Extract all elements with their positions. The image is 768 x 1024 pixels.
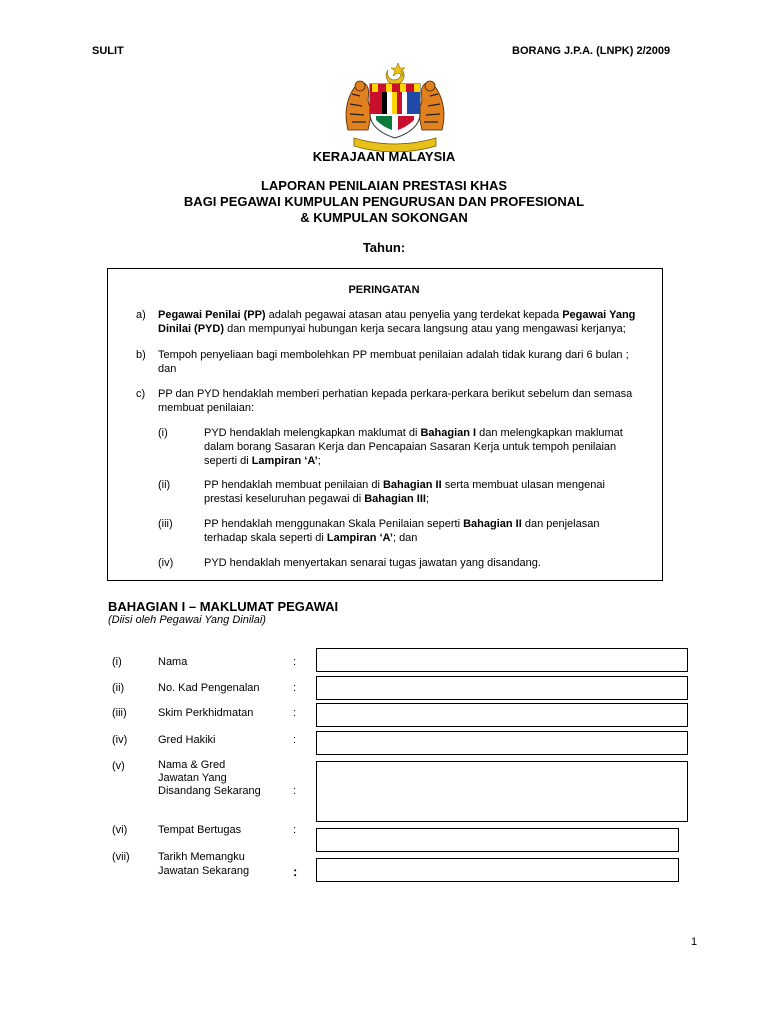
item-c-line2: membuat penilaian: (158, 402, 255, 414)
ic-number-field[interactable] (316, 676, 688, 700)
item-b-line2: dan (158, 363, 177, 375)
header-form-code: BORANG J.P.A. (LNPK) 2/2009 (512, 45, 671, 57)
subitem-i-line1: PYD hendaklah melengkapkan maklumat di Bahagian I dan melengkapkan maklumat (204, 427, 623, 439)
row-v-label-line1: Nama & Gred (158, 759, 226, 771)
coat-of-arms-emblem (340, 60, 450, 152)
row-v-number: (v) (112, 760, 125, 772)
row-i-number: (i) (112, 656, 122, 668)
current-post-field[interactable] (316, 761, 688, 822)
workplace-field[interactable] (316, 828, 679, 852)
acting-date-field[interactable] (316, 858, 679, 882)
subitem-iii-line2: terhadap skala seperti di Lampiran ‘A’; dan (204, 532, 418, 544)
page-number: 1 (691, 936, 698, 948)
subitem-iv-marker: (iv) (158, 557, 174, 569)
subitem-i-line3: seperti di Lampiran ‘A’; (204, 455, 321, 467)
row-ii-colon: : (293, 682, 297, 694)
row-vi-number: (vi) (112, 824, 128, 836)
subitem-ii-line1: PP hendaklah membuat penilaian di Bahagian II serta membuat ulasan mengenai (204, 479, 605, 491)
item-b-marker: b) (136, 349, 146, 361)
row-iv-number: (iv) (112, 734, 128, 746)
section1-title: BAHAGIAN I – MAKLUMAT PEGAWAI (108, 599, 339, 614)
row-iii-number: (iii) (112, 707, 127, 719)
row-vi-colon: : (293, 824, 297, 836)
item-a-line1: Pegawai Penilai (PP) adalah pegawai atasan atau penyelia yang terdekat kepada Pegawai Yang (158, 309, 636, 321)
section1-subtitle: (Diisi oleh Pegawai Yang Dinilai) (108, 614, 266, 626)
row-vii-number: (vii) (112, 851, 130, 863)
report-title-line1: LAPORAN PENILAIAN PRESTASI KHAS (260, 178, 508, 193)
actual-grade-field[interactable] (316, 731, 688, 755)
subitem-iii-line1: PP hendaklah menggunakan Skala Penilaian seperti Bahagian II dan penjelasan (204, 518, 600, 530)
item-c-line1: PP dan PYD hendaklah memberi perhatian kepada perkara-perkara berikut sebelum dan semasa (158, 388, 633, 400)
row-i-label: Nama (158, 656, 188, 668)
header-sulit: SULIT (92, 45, 124, 57)
subitem-ii-line2: prestasi keseluruhan pegawai di Bahagian III; (204, 493, 430, 505)
subitem-ii-marker: (ii) (158, 479, 171, 491)
subitem-iii-marker: (iii) (158, 518, 173, 530)
row-v-label-line2: Jawatan Yang (158, 772, 227, 784)
row-v-label-line3: Disandang Sekarang (158, 785, 261, 797)
row-iii-label: Skim Perkhidmatan (158, 707, 254, 719)
row-v-colon: : (293, 785, 297, 797)
subitem-i-marker: (i) (158, 427, 168, 439)
row-vi-label: Tempat Bertugas (158, 824, 242, 836)
row-vii-label-line1: Tarikh Memangku (158, 851, 245, 863)
report-title-line3: & KUMPULAN SOKONGAN (300, 210, 468, 225)
reminder-heading: PERINGATAN (348, 284, 420, 296)
row-ii-number: (ii) (112, 682, 125, 694)
row-iv-colon: : (293, 734, 297, 746)
nama-field[interactable] (316, 648, 688, 672)
item-c-marker: c) (136, 388, 146, 400)
item-a-line2: Dinilai (PYD) dan mempunyai hubungan kerja secara langsung atau yang mengawasi kerjanya; (158, 323, 626, 335)
report-title-line2: BAGI PEGAWAI KUMPULAN PENGURUSAN DAN PROFESIONAL (183, 194, 585, 209)
subitem-iv-line1: PYD hendaklah menyertakan senarai tugas jawatan yang disandang. (204, 557, 541, 569)
row-i-colon: : (293, 656, 297, 668)
service-scheme-field[interactable] (316, 703, 688, 727)
row-ii-label: No. Kad Pengenalan (158, 682, 260, 694)
row-iv-label: Gred Hakiki (158, 734, 216, 746)
item-a-marker: a) (136, 309, 146, 321)
government-title: KERAJAAN MALAYSIA (312, 149, 456, 164)
subitem-i-line2: dalam borang Sasaran Kerja dan Pencapaian Sasaran Kerja untuk tempoh penilaian (204, 441, 617, 453)
row-iii-colon: : (293, 707, 297, 719)
year-label: Tahun: (362, 240, 406, 255)
row-vii-colon: : (293, 864, 298, 879)
item-b-line1: Tempoh penyeliaan bagi membolehkan PP membuat penilaian adalah tidak kurang dari 6 bulan ; (158, 349, 629, 361)
row-vii-label-line2: Jawatan Sekarang (158, 865, 250, 877)
